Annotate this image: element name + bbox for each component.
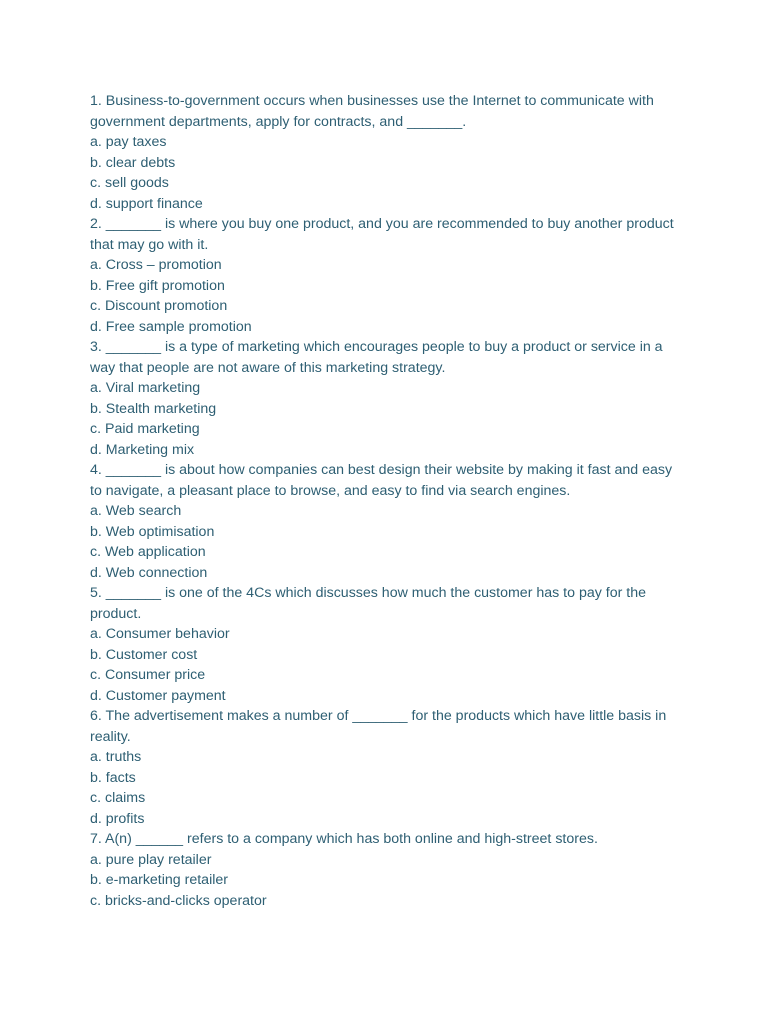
answer-option: b. Free gift promotion [90,277,225,294]
question-stem: 4. _______ is about how companies can best design their website by making it fast and easy to navigate, a pleasant place to browse, and easy to find via search engines. [90,462,676,499]
answer-option: a. Viral marketing [90,380,201,396]
question-stem: 7. A(n) ______ refers to a company which has both online and high-street stores. [90,831,598,847]
answer-option: b. e-marketing retailer [90,872,228,888]
answer-option: b. facts [90,769,136,786]
answer-option: c. Web application [90,544,206,560]
question-stem: 5. _______ is one of the 4Cs which discusses how much the customer has to pay for the product. [90,585,650,622]
question-4 [90,460,680,583]
answer-option: c. claims [90,790,146,806]
answer-option: a. Cross – promotion [90,257,222,273]
question-5 [90,583,680,706]
question-stem: 2. _______ is where you buy one product, and you are recommended to buy another product that may go with it. [90,216,678,253]
answer-option: a. pure play retailer [90,851,212,868]
answer-option: b. clear debts [90,154,176,171]
answer-option: a. truths [90,749,142,765]
answer-option: d. Customer payment [90,687,226,704]
question-stem: 6. The advertisement makes a number of _______ for the products which have little basis in reality. [90,708,671,745]
question-6 [90,706,680,829]
answer-option: c. sell goods [90,175,169,191]
answer-option: b. Web optimisation [90,523,215,540]
answer-option: b. Customer cost [90,646,198,663]
answer-option: c. Paid marketing [90,421,200,437]
answer-option: a. Consumer behavior [90,626,230,642]
question-2 [90,214,680,337]
answer-option: a. Web search [90,503,182,519]
answer-option: d. Marketing mix [90,441,195,458]
question-stem: 3. _______ is a type of marketing which encourages people to buy a product or service in a way that people are not aware of this marketing strategy. [90,339,667,376]
answer-option: d. Web connection [90,564,208,581]
answer-option: c. Consumer price [90,667,206,683]
question-1 [90,91,680,214]
answer-option: d. profits [90,810,145,827]
answer-option: c. Discount promotion [90,298,228,314]
answer-option: b. Stealth marketing [90,400,217,417]
question-7 [90,829,680,911]
answer-option: d. Free sample promotion [90,318,252,335]
answer-option: a. pay taxes [90,134,167,150]
question-stem: 1. Business-to-government occurs when businesses use the Internet to communicate with government departments, apply for contracts, and _______. [90,93,658,130]
quiz-document [90,91,680,911]
answer-option: d. support finance [90,195,203,212]
answer-option: c. bricks-and-clicks operator [90,892,267,909]
question-3 [90,337,680,460]
